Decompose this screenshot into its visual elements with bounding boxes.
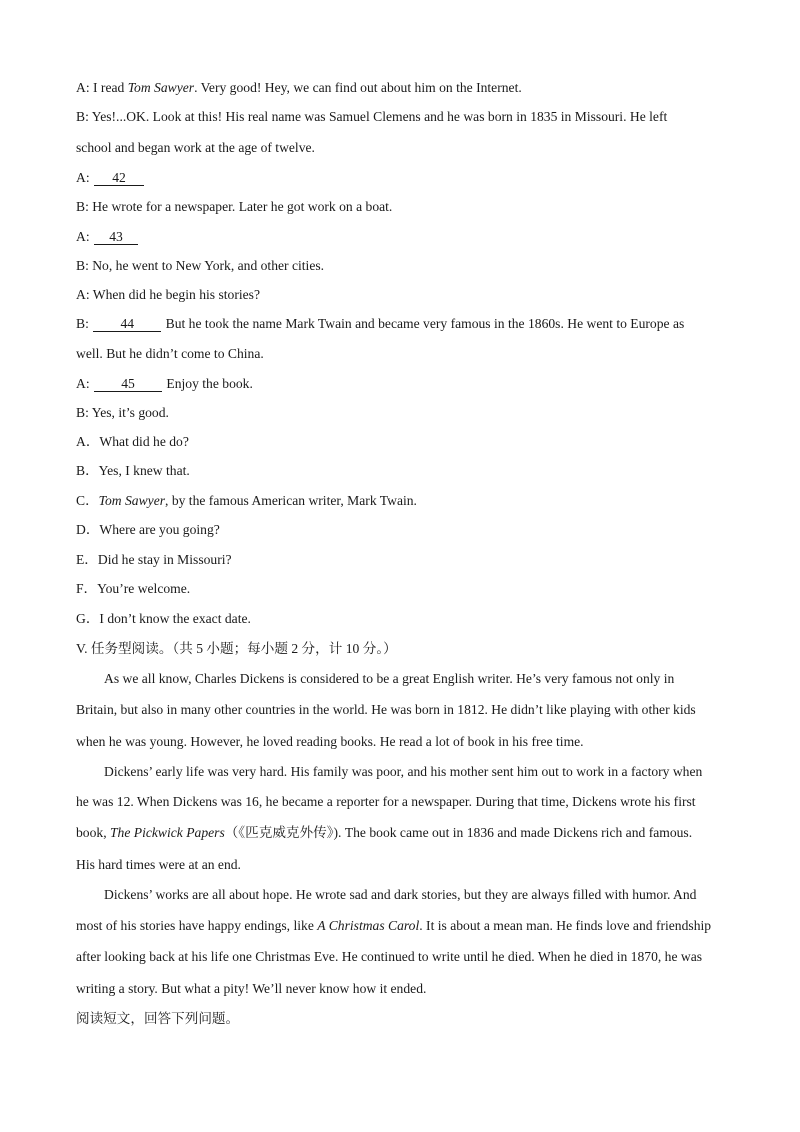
- dialogue-line: well. But he didn’t come to China.: [76, 346, 264, 361]
- text-run: Enjoy the book.: [163, 376, 253, 391]
- speaker-label: A:: [76, 376, 93, 391]
- text-run: （《匹克威克外传》). The book came out in 1836 and made Dickens rich and famous.: [224, 825, 693, 840]
- speaker-label: A:: [76, 170, 93, 185]
- dialogue-line: school and began work at the age of twelve.: [76, 140, 315, 155]
- option-letter: C．: [76, 493, 99, 508]
- paragraph-line: when he was young. However, he loved reading books. He read a lot of book in his free time.: [76, 734, 584, 749]
- speaker-label: A:: [76, 229, 93, 244]
- text-run: . It is about a mean man. He finds love and friendship: [419, 918, 712, 933]
- paragraph-line: His hard times were at an end.: [76, 857, 241, 872]
- dialogue-line: B: No, he went to New York, and other cities.: [76, 258, 325, 273]
- paragraph-line: he was 12. When Dickens was 16, he became a reporter for a newspaper. During that time, Dickens wrote his first: [76, 794, 696, 809]
- blank-43: 43: [94, 229, 138, 245]
- dialogue-line: [76, 228, 139, 246]
- section-heading: V. 任务型阅读。（共 5 小题；每小题 2 分，计 10 分。）: [76, 641, 397, 656]
- paragraph-line: Britain, but also in many other countries in the world. He was born in 1812. He didn’t like playing with other kids: [76, 702, 696, 717]
- text-run: A: I read: [76, 80, 128, 95]
- paragraph-line: Dickens’ works are all about hope. He wrote sad and dark stories, but they are always filled with humor. And: [104, 887, 697, 902]
- option-f: F．You’re welcome.: [76, 581, 191, 596]
- paragraph-line: Dickens’ early life was very hard. His family was poor, and his mother sent him out to work in a factory when: [104, 764, 703, 779]
- blank-44: 44: [93, 316, 161, 332]
- text-run: most of his stories have happy endings, like: [76, 918, 318, 933]
- option-a: A．What did he do?: [76, 434, 189, 449]
- dialogue-line: [76, 375, 253, 393]
- dialogue-line: B: Yes!...OK. Look at this! His real name was Samuel Clemens and he was born in 1835 in Missouri. He left: [76, 109, 668, 124]
- book-title: Tom Sawyer: [98, 493, 166, 508]
- speaker-label: B:: [76, 316, 93, 331]
- dialogue-line: [76, 79, 522, 97]
- option-c: [76, 492, 417, 510]
- option-b: B．Yes, I knew that.: [76, 463, 190, 478]
- text-run: book,: [76, 825, 110, 840]
- paragraph-line: As we all know, Charles Dickens is considered to be a great English writer. He’s very famous not only in: [104, 671, 675, 686]
- paragraph-line: after looking back at his life one Christmas Eve. He continued to write until he died. When he died in 1870, he was: [76, 949, 703, 964]
- paragraph-line: writing a story. But what a pity! We’ll never know how it ended.: [76, 981, 427, 996]
- paragraph-line: [76, 917, 711, 935]
- blank-42: 42: [94, 170, 144, 186]
- book-title: The Pickwick Papers: [109, 825, 225, 840]
- blank-45: 45: [94, 376, 162, 392]
- option-d: D．Where are you going?: [76, 522, 220, 537]
- dialogue-line: B: He wrote for a newspaper. Later he got work on a boat.: [76, 199, 393, 214]
- dialogue-line: A: When did he begin his stories?: [76, 287, 260, 302]
- dialogue-line: [76, 315, 684, 333]
- dialogue-line: [76, 169, 145, 187]
- text-run: , by the famous American writer, Mark Twain.: [165, 493, 417, 508]
- dialogue-line: B: Yes, it’s good.: [76, 405, 169, 420]
- book-title: Tom Sawyer: [127, 80, 195, 95]
- book-title: A Christmas Carol: [317, 918, 420, 933]
- option-e: E．Did he stay in Missouri?: [76, 552, 232, 567]
- option-g: G．I don’t know the exact date.: [76, 611, 251, 626]
- instruction-line: 阅读短文，回答下列问题。: [76, 1011, 240, 1026]
- paragraph-line: [76, 824, 692, 842]
- text-run: But he took the name Mark Twain and became very famous in the 1860s. He went to Europe as: [162, 316, 685, 331]
- text-run: . Very good! Hey, we can find out about him on the Internet.: [194, 80, 522, 95]
